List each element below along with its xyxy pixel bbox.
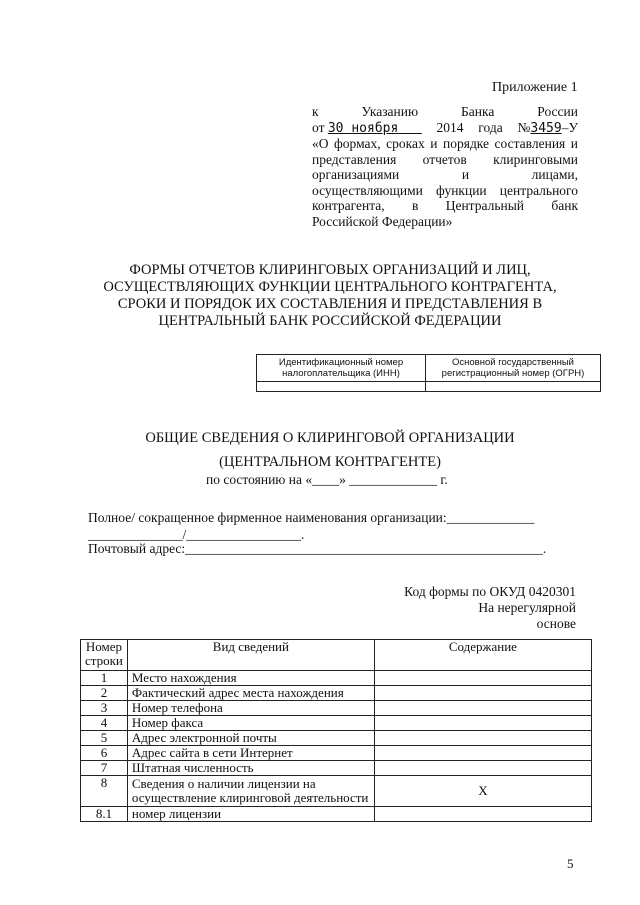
handwritten-number: 3459: [530, 120, 562, 136]
number-sign: №: [517, 119, 531, 135]
row-kind: Штатная численность: [127, 761, 374, 776]
reference-line-4: представления отчетов клиринговыми: [312, 151, 578, 167]
reference-line-2: [312, 120, 578, 137]
okud-period-2: основе: [536, 616, 576, 631]
row-number: 3: [81, 701, 128, 716]
general-info-title: [80, 426, 580, 474]
table-header-row: [81, 640, 592, 671]
forms-title: ФОРМЫ ОТЧЕТОВ КЛИРИНГОВЫХ ОРГАНИЗАЦИЙ И ЛИЦ, ОСУЩЕСТВЛЯЮЩИХ ФУНКЦИИ ЦЕНТРАЛЬНОГО КОНТРАГЕНТА, СРОКИ И ПОРЯДОК ИХ СОСТАВЛЕНИЯ И ПРЕДСТАВЛЕНИЯ В ЦЕНТРАЛЬНЫЙ БАНК РОССИЙСКОЙ ФЕДЕРАЦИИ: [103, 262, 557, 329]
reference-year: 2014: [436, 119, 464, 135]
organization-name-continuation: ______________/_________________.: [88, 527, 305, 542]
general-info-table: [80, 639, 592, 822]
table-row: [81, 776, 592, 807]
table-row: [81, 716, 592, 731]
reference-line-7: контрагента, в Центральный банк: [312, 198, 578, 213]
reference-line-5: организациями и лицами,: [312, 167, 578, 182]
reference-word: к: [312, 104, 319, 119]
general-title-line-1: ОБЩИЕ СВЕДЕНИЯ О КЛИРИНГОВОЙ ОРГАНИЗАЦИИ: [145, 430, 515, 446]
page-number: 5: [567, 856, 574, 871]
okud-period-1: На нерегулярной: [478, 600, 576, 615]
number-suffix: –У: [561, 119, 578, 135]
reference-from: от: [312, 119, 325, 135]
row-number: 2: [81, 686, 128, 701]
row-number: 5: [81, 731, 128, 746]
row-content: [374, 731, 591, 746]
row-content: Х: [374, 776, 591, 807]
reference-line-6: осуществляющими функции центрального: [312, 182, 578, 198]
general-title-line-2: (ЦЕНТРАЛЬНОМ КОНТРАГЕНТЕ): [219, 454, 441, 470]
row-number: 7: [81, 761, 128, 776]
table-row: [81, 731, 592, 746]
okud-block: [380, 584, 576, 632]
identification-table: [256, 354, 601, 392]
row-number: 8.1: [81, 807, 128, 822]
reference-line-3: «О формах, сроках и порядке составления и: [312, 136, 578, 151]
inn-value-cell: [257, 382, 426, 392]
row-kind: Место нахождения: [127, 671, 374, 686]
handwritten-date: 30 ноября: [327, 120, 399, 136]
ogrn-header: Основной государственный регистрационный номер (ОГРН): [426, 355, 601, 382]
postal-address-label: Почтовый адрес:_____________________________________________________.: [88, 541, 547, 556]
row-content: [374, 761, 591, 776]
reference-year-word: года: [478, 119, 503, 135]
row-kind: Номер факса: [127, 716, 374, 731]
table-row: [81, 761, 592, 776]
appendix-title: Приложение 1: [492, 80, 578, 95]
reference-word: Указанию: [361, 104, 419, 119]
organization-name-label: Полное/ сокращенное фирменное наименования организации:_____________: [88, 510, 535, 525]
inn-header: Идентификационный номер налогоплательщика (ИНН): [257, 355, 426, 382]
table-row: [81, 807, 592, 822]
okud-code: Код формы по ОКУД 0420301: [404, 584, 576, 599]
reference-word: России: [537, 104, 578, 119]
row-kind: номер лицензии: [127, 807, 374, 822]
table-row: [81, 671, 592, 686]
table-row: [81, 701, 592, 716]
table-row: [81, 686, 592, 701]
row-number: 1: [81, 671, 128, 686]
row-content: [374, 686, 591, 701]
row-content: [374, 746, 591, 761]
column-header-number: Номер строки: [81, 640, 128, 671]
reference-line-8: Российской Федерации»: [312, 213, 453, 229]
row-kind: Адрес сайта в сети Интернет: [127, 746, 374, 761]
ogrn-value-cell: [426, 382, 601, 392]
column-header-content: Содержание: [374, 640, 591, 671]
as-of-date-line: по состоянию на «____» _____________ г.: [206, 472, 448, 487]
table-row: [81, 746, 592, 761]
row-kind: Номер телефона: [127, 701, 374, 716]
column-header-kind: Вид сведений: [127, 640, 374, 671]
reference-word: Банка: [461, 104, 495, 119]
row-kind: Адрес электронной почты: [127, 731, 374, 746]
row-number: 6: [81, 746, 128, 761]
row-kind: Сведения о наличии лицензии на осуществление клиринговой деятельности: [127, 776, 374, 807]
row-content: [374, 716, 591, 731]
row-number: 4: [81, 716, 128, 731]
reference-line-1: [312, 104, 578, 120]
row-content: [374, 807, 591, 822]
row-number: 8: [81, 776, 128, 807]
row-content: [374, 671, 591, 686]
row-kind: Фактический адрес места нахождения: [127, 686, 374, 701]
reference-block: [312, 104, 578, 229]
row-content: [374, 701, 591, 716]
